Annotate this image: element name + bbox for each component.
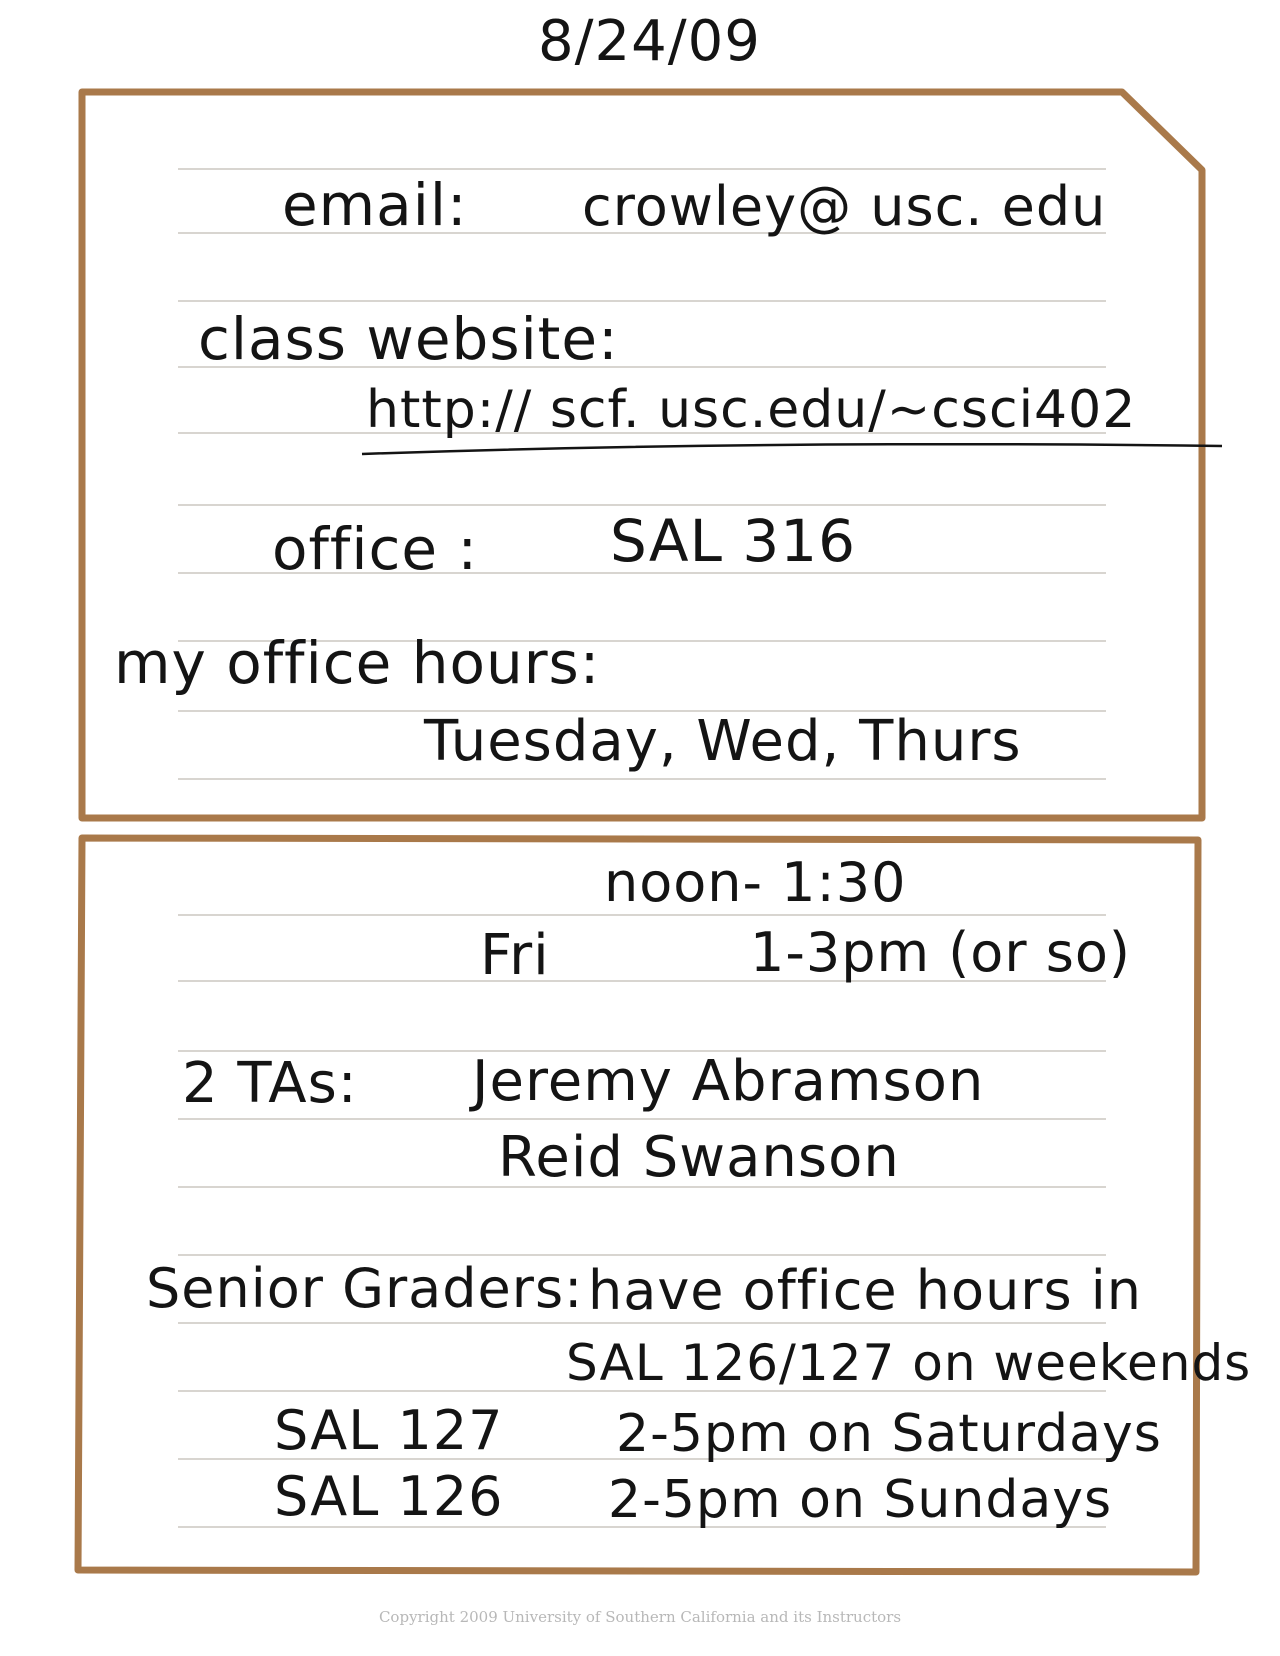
ruled-line: [178, 504, 1106, 506]
sunday-hours: 2-5pm on Sundays: [608, 1470, 1113, 1530]
ruled-line: [178, 778, 1106, 780]
ruled-line: [178, 1254, 1106, 1256]
ruled-line: [178, 1322, 1106, 1324]
saturday-room: SAL 127: [274, 1399, 504, 1462]
senior-graders-text-2: SAL 126/127 on weekends: [566, 1334, 1252, 1392]
copyright-footer: Copyright 2009 University of Southern California and its Instructors: [378, 1608, 902, 1626]
website-url: http:// scf. usc.edu/~csci402: [366, 380, 1137, 440]
sunday-room: SAL 126: [274, 1465, 504, 1528]
office-hours-label: my office hours:: [114, 629, 601, 697]
website-label: class website:: [198, 305, 619, 373]
email-value: crowley@ usc. edu: [582, 175, 1107, 238]
ruled-line: [178, 168, 1106, 170]
website-underline: [362, 444, 1222, 454]
friday-hours: 1-3pm (or so): [750, 921, 1131, 984]
date: 8/24/09: [538, 9, 761, 74]
ruled-line: [178, 1118, 1106, 1120]
ruled-line: [178, 300, 1106, 302]
ta-name-2: Reid Swanson: [498, 1125, 900, 1190]
senior-graders-text-1: have office hours in: [588, 1259, 1143, 1322]
office-hours-days: Tuesday, Wed, Thurs: [424, 709, 1022, 774]
ruled-line: [178, 914, 1106, 916]
saturday-hours: 2-5pm on Saturdays: [616, 1404, 1162, 1464]
senior-graders-label: Senior Graders:: [146, 1257, 584, 1320]
tas-label: 2 TAs:: [182, 1051, 358, 1116]
office-value: SAL 316: [610, 507, 857, 575]
friday-label: Fri: [480, 923, 550, 988]
office-label: office :: [272, 515, 478, 583]
ta-name-1: Jeremy Abramson: [472, 1049, 985, 1114]
email-label: email:: [282, 171, 468, 239]
office-hours-time: noon- 1:30: [604, 851, 907, 914]
